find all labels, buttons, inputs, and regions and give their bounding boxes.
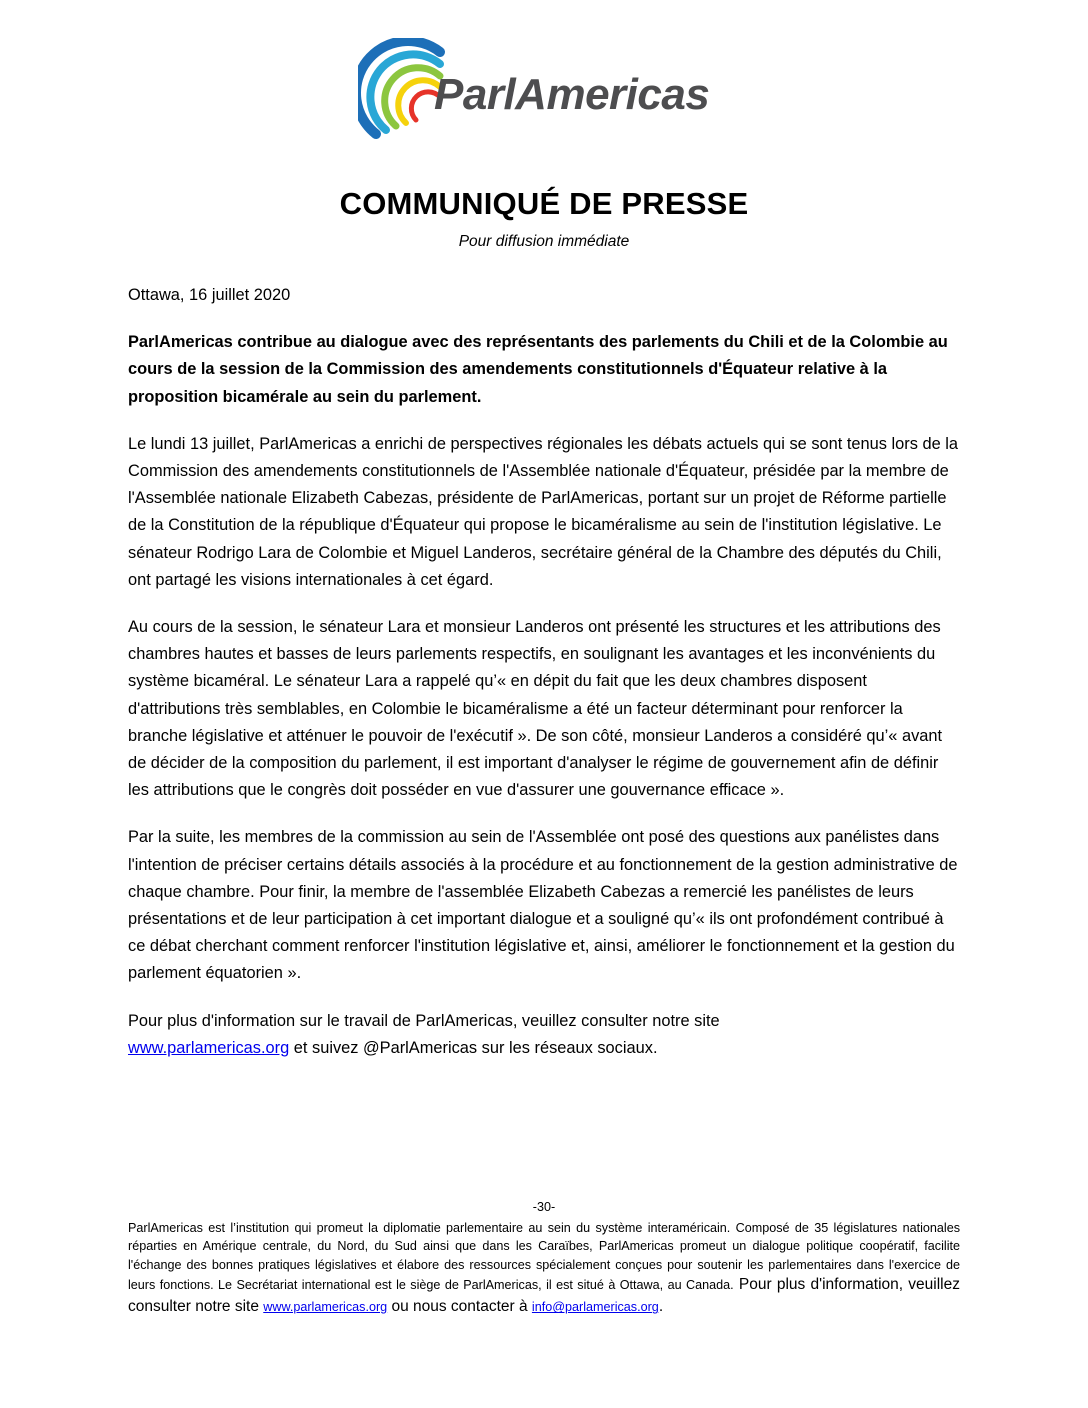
lead-paragraph: ParlAmericas contribue au dialogue avec des représentants des parlements du Chili et de la Colombie au cours de la session de la Commission des amendements constitutionnels d'Équateur relative à la proposition bicamérale au sein du parlement. [128, 333, 948, 406]
closing-text: Pour plus d'information sur le travail de ParlAmericas, veuillez consulter notre site [128, 1011, 720, 1030]
body-paragraph-1: Le lundi 13 juillet, ParlAmericas a enrichi de perspectives régionales les débats actuels qui se sont tenus lors de la Commission des amendements constitutionnels de l'Assemblée nationale d'Équateur, présidée par la membre de l'Assemblée nationale Elizabeth Cabezas, présidente de ParlAmericas, portant sur un projet de Réforme partielle de la Constitution de la république d'Équateur qui propose le bicaméralisme au sein de l'institution législative. Le sénateur Rodrigo Lara de Colombie et Miguel Landeros, secrétaire général de la Chambre des députés du Chili, ont partagé les visions internationales à cet égard. [128, 434, 959, 589]
footer-end: . [658, 1298, 664, 1316]
closing-text-after: et suivez @ParlAmericas sur les réseaux sociaux. [289, 1038, 658, 1057]
press-release-body [128, 282, 960, 1082]
page-subtitle: Pour diffusion immédiate [458, 233, 630, 250]
footer-email-link[interactable]: info@parlamericas.org [531, 1300, 659, 1315]
logo-text: ParlAmericas [434, 70, 710, 119]
parlamericas-logo [358, 38, 758, 148]
dateline: Ottawa, 16 juillet 2020 [128, 286, 291, 304]
closing-paragraph [128, 1008, 960, 1062]
body-paragraph-3: Par la suite, les membres de la commission au sein de l'Assemblée ont posé des questions aux panélistes dans l'intention de préciser certains détails associés à la procédure et au fonctionnement de la gestion administrative de chaque chambre. Pour finir, la membre de l'assemblée Elizabeth Cabezas a remercié les panélistes de leurs présentations et de leur participation à cet important dialogue et a souligné qu’« ils ont profondément contribué à ce débat cherchant comment renforcer l'institution législative et, ainsi, améliorer le fonctionnement et la gestion du parlement équatorien ». [128, 828, 958, 983]
footer-contact-mid: ou nous contacter à [387, 1298, 532, 1316]
website-link[interactable]: www.parlamericas.org [128, 1038, 290, 1057]
footer-website-link[interactable]: www.parlamericas.org [263, 1300, 388, 1315]
page-title: COMMUNIQUÉ DE PRESSE [339, 186, 749, 221]
footer-small-text: ParlAmericas est l’institution qui promeut la diplomatie parlementaire au sein du système interaméricain. Composé de 35 législatures nationales réparties en Amérique centrale, du Nord, du Sud ainsi que dans les Caraïbes, ParlAmericas promeut un dialogue politique coopératif, facilite l'échange des bonnes pratiques législatives et élabore des ressources spécialement conçues pour soutenir les parlementaires dans l'exercice de leurs fonctions. Le Secrétariat international est le siège de ParlAmericas, il est situé à Ottawa, au Canada. [128, 1220, 960, 1293]
body-paragraph-2: Au cours de la session, le sénateur Lara et monsieur Landeros ont présenté les structures et les attributions des chambres hautes et basses de leurs parlements respectifs, en soulignant les avantages et les inconvénients du système bicaméral. Le sénateur Lara a rappelé qu’« en dépit du fait que les deux chambres disposent d'attributions très semblables, en Colombie le bicaméralisme a été un facteur déterminant pour renforcer la branche législative et atténuer le pouvoir de l'exécutif ». De son côté, monsieur Landeros a considéré qu’« avant de décider de la composition du parlement, il est important d'analyser le régime de gouvernement afin de définir les attributions que le congrès doit posséder en vue d'assurer une gouvernance efficace ». [128, 618, 943, 800]
footer-contact-text: Pour plus d'information, veuillez consulter notre site [128, 1276, 960, 1316]
footer [128, 1198, 960, 1318]
page-number: -30- [532, 1200, 556, 1214]
footer-about [128, 1219, 960, 1319]
